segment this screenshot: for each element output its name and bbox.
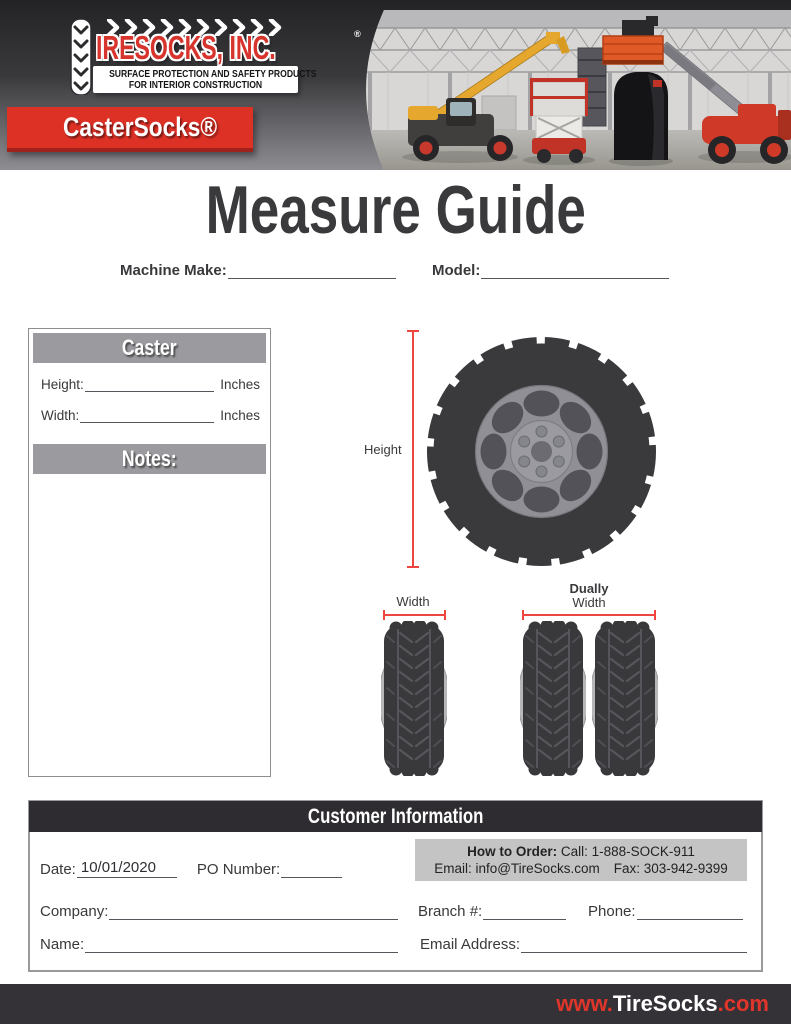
registered-mark: ® <box>354 29 361 39</box>
caster-height-label: Height: <box>41 377 84 392</box>
model-input-line[interactable] <box>481 260 669 279</box>
branch-field <box>418 901 566 920</box>
tagline-line-1: SURFACE PROTECTION AND SAFETY PRODUCTS <box>109 69 317 80</box>
dually-measure-line <box>522 610 656 620</box>
caster-height-field <box>41 375 260 392</box>
caster-width-unit: Inches <box>220 408 260 423</box>
po-number-input-line[interactable] <box>281 859 342 878</box>
width-measure-line <box>383 610 446 620</box>
company-label: Company: <box>40 903 109 920</box>
name-label: Name: <box>40 936 85 953</box>
caster-panel <box>28 328 271 777</box>
order-email: Email: info@TireSocks.com <box>434 861 600 876</box>
po-number-label: PO Number: <box>196 861 281 878</box>
phone-field <box>588 901 743 920</box>
warehouse-photo <box>350 10 791 170</box>
covered-machine-illustration <box>614 72 668 160</box>
tire-front-view-single <box>381 621 447 776</box>
branch-label: Branch #: <box>418 903 483 920</box>
brand-logo <box>55 12 361 108</box>
tire-track-t-icon <box>66 19 96 95</box>
email-input-line[interactable] <box>521 934 747 953</box>
machine-make-field <box>120 260 396 279</box>
company-field <box>40 901 398 920</box>
dually-measure-label <box>521 582 657 610</box>
caster-height-input-line[interactable] <box>85 375 214 392</box>
tagline-line-2: FOR INTERIOR CONSTRUCTION <box>128 80 263 91</box>
scissor-lift-illustration <box>530 78 588 163</box>
caster-height-unit: Inches <box>220 377 260 392</box>
name-field <box>40 934 398 953</box>
footer-bar <box>0 984 791 1024</box>
caster-width-field <box>41 406 260 423</box>
machine-make-input-line[interactable] <box>228 260 396 279</box>
how-to-order-label: How to Order: <box>467 844 558 859</box>
phone-label: Phone: <box>588 903 636 920</box>
height-measure-line <box>407 330 419 568</box>
dually-label-bottom: Width <box>572 595 606 610</box>
castersocks-label: CasterSocks® <box>63 112 218 142</box>
caster-panel-title: Caster <box>122 335 177 360</box>
company-input-line[interactable] <box>109 901 398 920</box>
notes-header <box>33 444 266 474</box>
date-label: Date: <box>40 861 76 878</box>
name-input-line[interactable] <box>85 934 398 953</box>
footer-url-name: TireSocks <box>612 991 718 1016</box>
phone-input-line[interactable] <box>637 901 743 920</box>
how-to-order-phone: Call: 1-888-SOCK-911 <box>560 844 695 859</box>
header-banner <box>0 0 791 170</box>
notes-input-area[interactable] <box>35 476 264 772</box>
castersocks-banner <box>7 107 253 152</box>
footer-url <box>556 991 769 1017</box>
model-field <box>432 260 669 279</box>
email-field <box>420 934 747 953</box>
dually-label-top: Dually <box>569 581 609 596</box>
how-to-order-box <box>415 839 747 881</box>
caster-panel-header <box>33 333 266 363</box>
customer-info-header <box>29 801 762 832</box>
customer-info-title: Customer Information <box>307 805 484 828</box>
date-po-row <box>40 859 342 878</box>
order-fax: Fax: 303-942-9399 <box>613 861 728 876</box>
notes-title: Notes: <box>122 446 177 471</box>
page-title: Measure Guide <box>205 172 586 248</box>
email-label: Email Address: <box>420 936 521 953</box>
caster-width-input-line[interactable] <box>80 406 214 423</box>
brand-tagline <box>93 66 317 93</box>
tire-side-view-diagram <box>421 331 662 572</box>
tire-front-view-dually-right <box>592 621 658 776</box>
footer-url-www: www. <box>556 991 613 1016</box>
footer-url-com: .com <box>717 991 769 1016</box>
brand-name: IRESOCKS, INC. <box>96 29 276 66</box>
model-label: Model: <box>432 262 481 279</box>
branch-input-line[interactable] <box>483 901 566 920</box>
customer-info-panel <box>28 800 763 972</box>
width-measure-label: Width <box>396 594 430 609</box>
caster-width-label: Width: <box>41 408 80 423</box>
tire-front-view-dually-left <box>520 621 586 776</box>
machine-make-label: Machine Make: <box>120 262 227 279</box>
date-input-line[interactable]: 10/01/2020 <box>77 859 177 878</box>
height-measure-label: Height <box>364 442 402 457</box>
